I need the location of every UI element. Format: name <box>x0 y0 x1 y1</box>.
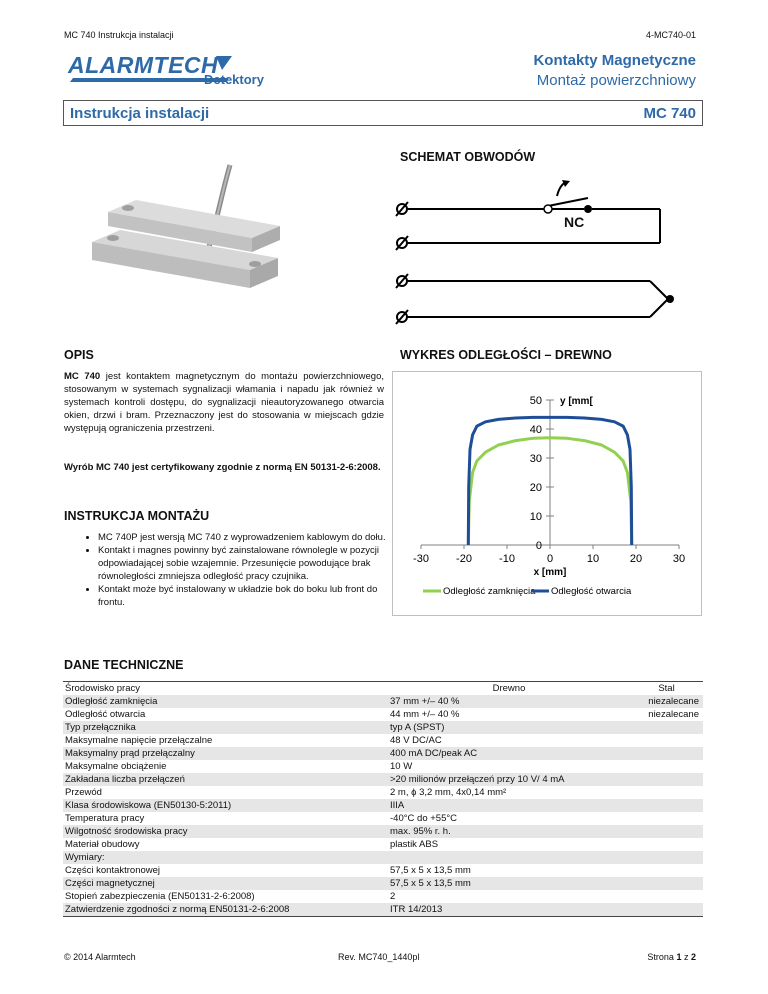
tech-value-steel <box>628 786 703 799</box>
page-number: 1 <box>676 952 682 962</box>
category-subtitle: Montaż powierzchniowy <box>536 72 696 89</box>
distance-chart <box>392 371 702 616</box>
tech-value-steel <box>628 747 703 760</box>
footer-revision: Rev. MC740_1440pl <box>338 952 420 962</box>
tech-value-steel <box>628 903 703 916</box>
tech-label: Zakładana liczba przełączeń <box>63 773 388 786</box>
tech-value-wood: max. 95% r. h. <box>388 825 628 838</box>
tech-label: Części magnetycznej <box>63 877 388 890</box>
x-tick-label: 10 <box>586 553 600 565</box>
tech-label: Maksymalne napięcie przełączalne <box>65 735 213 746</box>
tech-value-steel <box>628 877 703 890</box>
y-axis-label: y [mm[ <box>560 396 593 407</box>
tech-head-label: Środowisko pracy <box>65 683 140 694</box>
table-row <box>63 890 703 903</box>
instrukcja-title: INSTRUKCJA MONTAŻU <box>64 509 210 523</box>
table-row <box>63 708 703 721</box>
table-row <box>63 851 703 864</box>
tech-label: Typ przełącznika <box>63 721 388 734</box>
table-row <box>63 825 703 838</box>
opis-text <box>64 370 384 435</box>
y-tick-label: 30 <box>529 453 542 465</box>
tech-label: Maksymalne obciążenie <box>65 761 167 772</box>
nc-label: NC <box>564 214 585 230</box>
list-item: • MC 740P jest wersją MC 740 z wyprowadzeniem kablowym do dołu. <box>98 531 388 544</box>
legend-label: Odległość zamknięcia <box>443 586 536 597</box>
tech-value-wood: 57,5 x 5 x 13,5 mm <box>390 865 471 876</box>
tech-label: Maksymalny prąd przełączalny <box>63 747 388 760</box>
table-row <box>63 864 703 877</box>
page-prefix: Strona <box>647 952 677 962</box>
tech-value-wood <box>388 851 628 864</box>
x-axis-label: x [mm] <box>533 567 567 578</box>
tech-value-steel <box>628 851 703 864</box>
tech-value-steel <box>628 773 703 786</box>
x-tick-label: -30 <box>413 553 429 565</box>
table-row <box>63 838 703 851</box>
table-row <box>63 877 703 890</box>
table-row <box>63 812 703 825</box>
y-tick-label: 20 <box>529 482 542 494</box>
tech-head-col1: Drewno <box>492 683 526 694</box>
tech-value-steel <box>628 721 703 734</box>
tech-label: Części kontaktronowej <box>65 865 161 876</box>
tech-value-wood: 57,5 x 5 x 13,5 mm <box>388 877 628 890</box>
tech-value-wood: typ A (SPST) <box>388 721 628 734</box>
tech-value-steel <box>628 734 703 747</box>
table-row <box>63 721 703 734</box>
x-tick-label: 0 <box>546 553 554 565</box>
category-title: Kontakty Magnetyczne <box>533 52 696 69</box>
tech-head-col2: Stal <box>658 683 675 694</box>
tech-label: Zatwierdzenie zgodności z normą EN50131-2-6:2008 <box>63 903 388 916</box>
tech-value-steel <box>628 825 703 838</box>
tech-value-wood: >20 milionów przełączeń przy 10 V/ 4 mA <box>388 773 628 786</box>
tech-label: Przewód <box>65 787 102 798</box>
table-row <box>63 903 703 916</box>
tech-label: Klasa środowiskowa (EN50130-5:2011) <box>63 799 388 812</box>
tech-value-wood: 400 mA DC/peak AC <box>388 747 628 760</box>
title-bar-right: MC 740 <box>643 105 696 122</box>
tech-label: Odległość zamknięcia <box>63 695 388 708</box>
table-row <box>63 734 703 747</box>
logo-sub: Detektory <box>204 72 264 87</box>
title-bar <box>63 100 703 126</box>
table-row <box>63 786 703 799</box>
list-item: • Kontakt może być instalowany w układzie bok do boku lub front do frontu. <box>98 583 388 609</box>
table-row <box>63 799 703 812</box>
table-row <box>63 760 703 773</box>
opis-product: MC 740 <box>64 371 101 382</box>
tech-value-wood: 37 mm +/– 40 % <box>388 695 628 708</box>
doc-code: 4-MC740-01 <box>645 30 696 40</box>
tech-table-wrapper <box>63 681 703 917</box>
doc-title: MC 740 Instrukcja instalacji <box>64 30 174 40</box>
title-bar-left: Instrukcja instalacji <box>70 105 210 122</box>
tech-value-steel: niezalecane <box>628 695 703 708</box>
chart-plot <box>393 372 703 617</box>
x-tick-label: 20 <box>629 553 643 565</box>
tech-label: Wymiary: <box>63 851 388 864</box>
tech-label: Odległość otwarcia <box>65 709 146 720</box>
tech-value-wood: 48 V DC/AC <box>390 735 442 746</box>
tech-label: Stopień zabezpieczenia (EN50131-2-6:2008) <box>65 891 255 902</box>
y-tick-label: 40 <box>529 424 542 436</box>
tech-value-wood: -40°C do +55°C <box>390 813 458 824</box>
tech-value-wood: 10 W <box>390 761 413 772</box>
opis-cert: Wyrób MC 740 jest certyfikowany zgodnie z normą EN 50131-2-6:2008. <box>64 462 381 473</box>
circuit-diagram <box>392 176 692 328</box>
opis-description: jest kontaktem magnetycznym do montażu powierzchniowego, stosowanym w systemach sygnalizacji włamania i napadu jak również w systemach kontroli dostępu, do sygnalizacji nieautoryzowanego otwarcia okien, drzwi i bram. Przeznaczony jest do stosowania w miejscach gdzie występują ograniczenia przestrzeni. <box>64 371 385 434</box>
tech-value-steel <box>628 890 703 903</box>
tech-value-steel <box>628 864 703 877</box>
tech-value-steel <box>628 812 703 825</box>
tech-label: Wilgotność środowiska pracy <box>63 825 388 838</box>
tech-value-wood: IIIA <box>388 799 628 812</box>
schematic-title: SCHEMAT OBWODÓW <box>400 150 536 164</box>
footer-copyright: © 2014 Alarmtech <box>64 952 136 962</box>
tech-label: Temperatura pracy <box>65 813 145 824</box>
tech-value-steel <box>628 760 703 773</box>
tech-value-steel <box>628 799 703 812</box>
table-row <box>63 747 703 760</box>
list-item: • Kontakt i magnes powinny być zainstalowane równolegle w pozycji odpowiadającej sobie wzajemnie. Przesunięcie powodujące brak równoległości zmniejsza odległość pracy czujnika. <box>98 544 388 583</box>
tech-label: Materiał obudowy <box>65 839 140 850</box>
table-row <box>63 682 703 695</box>
tech-value-wood: 44 mm +/– 40 % <box>390 709 460 720</box>
footer-page <box>647 952 696 962</box>
y-tick-label: 10 <box>529 511 542 523</box>
chart-title: WYKRES ODLEGŁOŚCI – DREWNO <box>400 348 612 362</box>
table-row <box>63 695 703 708</box>
tech-value-steel: niezalecane <box>648 709 699 720</box>
opis-title: OPIS <box>64 348 94 362</box>
y-tick-label: 50 <box>529 395 542 407</box>
product-photo <box>80 150 290 310</box>
tech-value-wood: plastik ABS <box>390 839 439 850</box>
tech-value-wood: 2 m, ϕ 3,2 mm, 4x0,14 mm² <box>390 787 507 798</box>
logo-text: ALARMTECH <box>68 52 219 78</box>
table-row <box>63 773 703 786</box>
y-tick-label: 0 <box>535 540 542 552</box>
tech-title: DANE TECHNICZNE <box>64 658 184 672</box>
tech-value-steel <box>628 838 703 851</box>
legend-label: Odległość otwarcia <box>551 586 632 597</box>
tech-value-wood: 2 <box>390 891 396 902</box>
x-tick-label: 30 <box>672 553 686 565</box>
page-total: 2 <box>690 952 696 962</box>
instrukcja-list <box>68 531 388 609</box>
x-tick-label: -20 <box>456 553 472 565</box>
tech-table <box>63 682 703 916</box>
tech-value-wood: ITR 14/2013 <box>388 903 628 916</box>
x-tick-label: -10 <box>499 553 515 565</box>
page-of: z <box>681 952 691 962</box>
